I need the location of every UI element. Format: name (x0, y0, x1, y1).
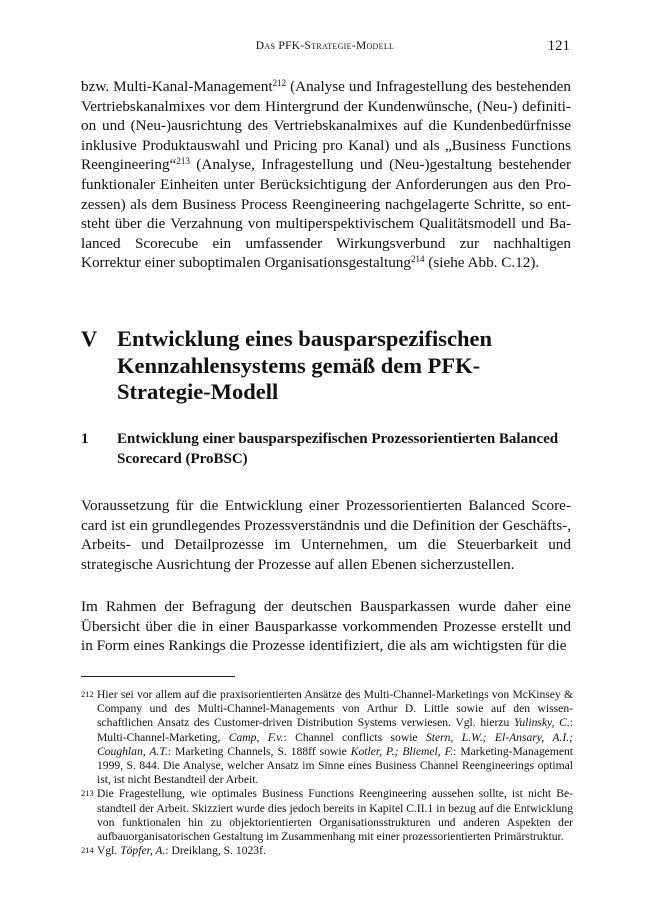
footnote-212 (81, 688, 573, 787)
footnote-number: 214 (81, 845, 94, 856)
cited-author: Töpfer, A. (120, 844, 166, 858)
chapter-title: Entwicklung eines bausparspezifischen Kennzahlensystems gemäß dem PFK-Strategie-Modell (117, 326, 493, 404)
footnote-number: 212 (81, 689, 94, 699)
footnote-ref-214[interactable]: 214 (410, 254, 425, 265)
footnote-run: : Channel conflicts sowie (283, 730, 426, 744)
footnote-run: : Multi-Channel-Marketing, (97, 716, 573, 744)
footnotes (81, 688, 573, 858)
text-run: (Analyse und Infragestellung des bestehenden Vertriebskanalmixes vor dem Hintergrund der Kundenwünsche, (Neu-) definition und (Neu-)ausrichtung des Vertriebskanalmixes auf die Kundenbedürfnisse inklusive Produktauswahl und Pricing pro Kanal) und als „Business Functions Reengineering“ (81, 78, 572, 174)
chapter-number: V (81, 326, 98, 351)
text-run: (siehe Abb. C.12). (424, 254, 540, 272)
footnote-text (97, 688, 573, 786)
text-run: (Analyse, Infragestellung und (Neu-)gestaltung bestehender funktionaler Einheiten unter Berücksichtigung der Anforderungen aus den Prozessen) als dem Business Process Reengineering nachgelagerte Schritte, so entsteht über die Verzahnung von multiperspektivischem Qualitätsmodell und Balanced Scorecube ein umfassender Wirkungsverbund zur nachhaltigen Korrektur einer suboptimalen Organisationsgestaltung (81, 156, 571, 272)
cited-author: Yulinsky, C. (513, 716, 570, 730)
section-number: 1 (81, 431, 89, 447)
footnote-run: : Marketing-Management 1999, S. 844. Die Analyse, welcher Ansatz im Sinne eines Business Channel Reengineerings optimal ist, ist nicht Bestandteil der Arbeit. (97, 744, 574, 787)
paragraph-befragung: Im Rahmen der Befragung der deutschen Bausparkassen wurde daher eine Übersicht über die in einer Bausparkasse vorkommenden Prozesse erstellt und in Form eines Rankings die Prozesse identifiziert, die als am wichtigsten für die (81, 598, 571, 655)
footnote-run: Vgl. (97, 844, 121, 858)
footnote-number: 213 (81, 788, 94, 799)
cited-author: Stern, L.W.; El-Ansary, A.I.; Coughlan, A.T. (97, 730, 574, 758)
footnote-separator (81, 676, 235, 677)
footnote-213 (81, 787, 573, 844)
section-title: Entwicklung einer bausparspezifischen Prozessorientierten Balanced Scorecard (ProBSC) (117, 431, 559, 467)
running-head (0, 38, 650, 58)
footnote-run: : Dreiklang, S. 1023f. (165, 844, 266, 858)
cited-author: Kotler, P.; Bliemel, F. (350, 744, 454, 758)
paragraph-voraussetzung: Voraussetzung für die Entwicklung einer Prozessorientierten Balanced Scorecard ist ein grundlegendes Prozessverständnis und die Definition der Geschäfts-, Arbeits- und Detailprozesse im Unternehmen, um die Steuerbarkeit und strategische Ausrichtung der Prozesse auf allen Ebenen sicherzustellen. (81, 497, 571, 573)
paragraph-continued (81, 77, 571, 273)
text-run: bzw. Multi-Kanal-Management (81, 78, 273, 95)
footnote-run: Die Fragestellung, wie optimales Business Functions Reengineering aussehen sollte, ist nicht Bestandteil der Arbeit. Skizziert wurde dies jedoch bereits in Kapitel C.II.1 in bezug auf die Entwicklung von funktionalen hin zu objektorientierten Organisationsstrukturen und anderen Aspekten der aufbauorganisatorischen Gestaltung im Zusammenhang mit einer prozessorientierten Primärstruktur. (97, 787, 573, 844)
running-title-rest: as PFK-Strategie-Modell (264, 40, 395, 52)
running-title-initial: D (255, 40, 265, 52)
footnote-214 (81, 844, 573, 858)
page-number: 121 (547, 38, 570, 54)
footnote-ref-213[interactable]: 213 (176, 156, 190, 167)
footnote-text (97, 787, 573, 843)
footnote-ref-212[interactable]: 212 (272, 78, 287, 88)
footnote-run: Hier sei vor allem auf die praxisorientierten Ansätze des Multi-Channel-Marketings von McKinsey & Company und des Multi-Channel-Managements von Arthur D. Little sowie auf den wissenschaftlichen Ansatz des Customer-driven Distribution Systems verwiesen. Vgl. hierzu (97, 688, 573, 730)
cited-author: Camp, F.v. (228, 730, 284, 744)
footnote-text (97, 844, 266, 857)
footnote-run: : Marketing Channels, S. 188ff sowie (167, 744, 351, 758)
